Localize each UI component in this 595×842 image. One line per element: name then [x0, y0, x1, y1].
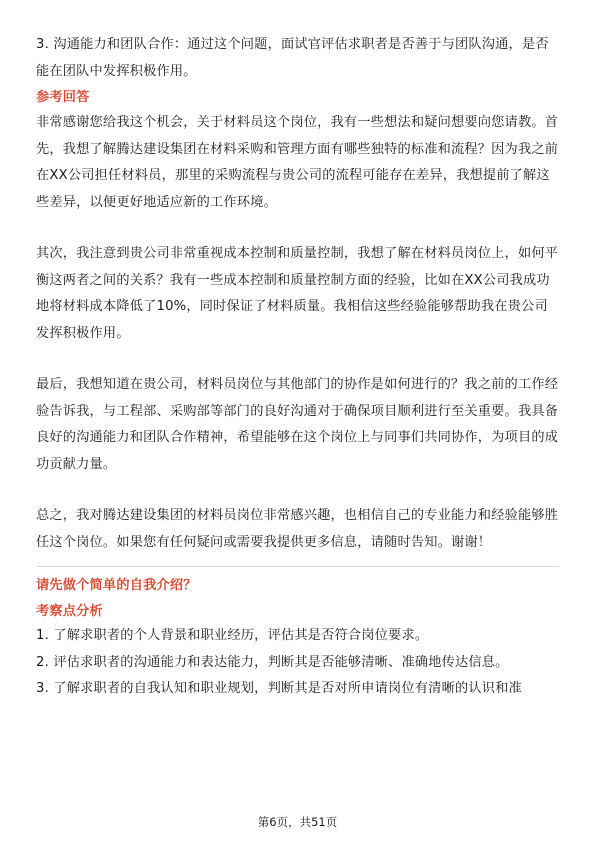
- paragraph-spacer: [36, 347, 559, 372]
- paragraph-spacer: [36, 478, 559, 503]
- reference-paragraph-3: 最后，我想知道在贵公司，材料员岗位与其他部门的协作是如何进行的？我之前的工作经验告诉我，与工程部、采购部等部门的良好沟通对于确保项目顺利进行至关重要。我具备良好的沟通能力和团队合作精神，希望能够在这个岗位上与同事们共同协作，为项目的成功贡献力量。: [36, 377, 559, 472]
- analysis-point-3: 3. 了解求职者的自我认知和职业规划，判断其是否对所申请岗位有清晰的认识和准: [36, 681, 522, 696]
- reference-paragraph-1: 非常感谢您给我这个机会，关于材料员这个岗位，我有一些想法和疑问想要向您请教。首先，我想了解腾达建设集团在材料采购和管理方面有哪些独特的标准和流程？因为我之前在XX公司担任材料员，那里的采购流程与贵公司的流程可能存在差异，我想提前了解这些差异，以便更好地适应新的工作环境。: [36, 115, 559, 210]
- section-divider: [36, 566, 559, 567]
- intro-item-3: 3. 沟通能力和团队合作：通过这个问题，面试官评估求职者是否善于与团队沟通，是否能在团队中发挥积极作用。: [36, 37, 549, 79]
- reference-paragraph-4: 总之，我对腾达建设集团的材料员岗位非常感兴趣，也相信自己的专业能力和经验能够胜任这个岗位。如果您有任何疑问或需要我提供更多信息，请随时告知。谢谢！: [36, 508, 559, 550]
- reference-paragraph-2: 其次，我注意到贵公司非常重视成本控制和质量控制，我想了解在材料员岗位上，如何平衡这两者之间的关系？我有一些成本控制和质量控制方面的经验，比如在XX公司我成功地将材料成本降低了10%，同时保证了材料质量。我相信这些经验能够帮助我在贵公司发挥积极作用。: [36, 246, 559, 341]
- analysis-heading: 考察点分析: [36, 604, 103, 619]
- page-content: [36, 32, 559, 703]
- paragraph-spacer: [36, 216, 559, 241]
- question-title: 请先做个简单的自我介绍？: [36, 578, 197, 593]
- analysis-point-1: 1. 了解求职者的个人背景和职业经历，评估其是否符合岗位要求。: [36, 628, 429, 643]
- analysis-point-2: 2. 评估求职者的沟通能力和表达能力，判断其是否能够清晰、准确地传达信息。: [36, 654, 509, 670]
- reference-answer-heading: 参考回答: [36, 90, 90, 105]
- page-number: 第6页，共51页: [257, 815, 338, 829]
